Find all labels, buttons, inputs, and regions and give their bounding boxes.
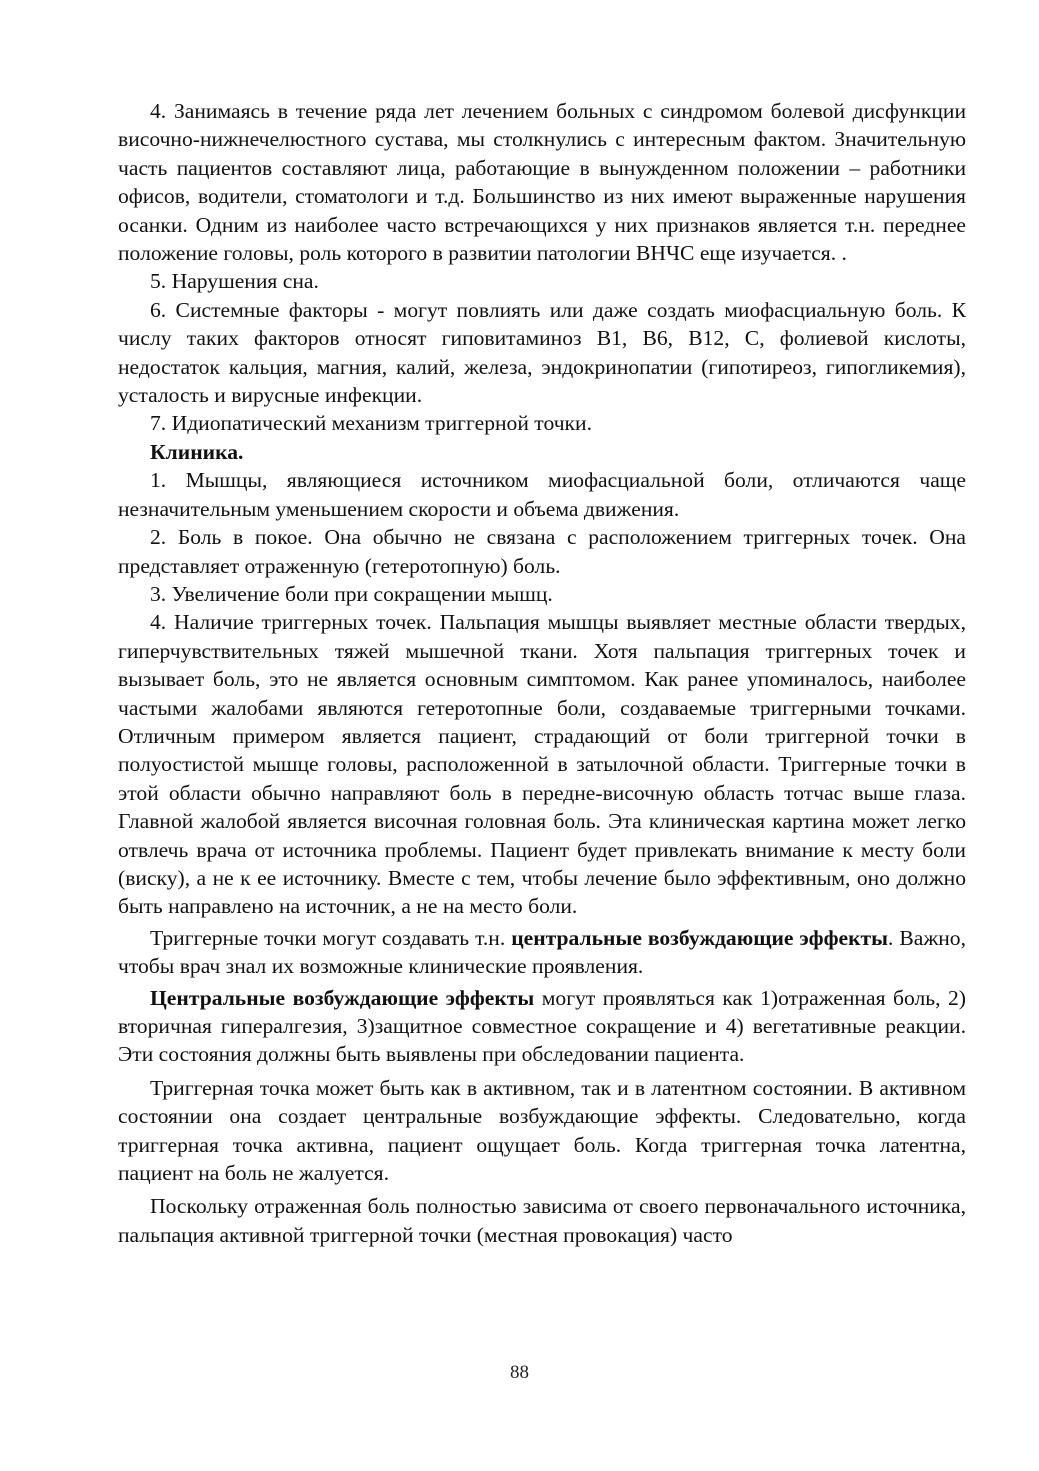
bold-term: центральные возбуждающие эффекты: [511, 925, 888, 950]
clinic-item-4: 4. Наличие триггерных точек. Пальпация мышцы выявляет местные области твердых, гиперчувствительных тяжей мышечной ткани. Хотя пальпация триггерных точек и вызывает боль, это не является основным симптомом. Как ранее упоминалось, наиболее частыми жалобами являются гетеротопные боли, создаваемые триггерными точками. Отличным примером является пациент, страдающий от боли триггерной точки в полуостистой мышце головы, расположенной в затылочной области. Триггерные точки в этой области обычно направляют боль в передне-височную область тотчас выше глаза. Главной жалобой является височная головная боль. Эта клиническая картина может легко отвлечь врача от источника проблемы. Пациент будет привлекать внимание к месту боли (виску), а не к ее источнику. Вместе с тем, чтобы лечение было эффективным, оно должно быть направлено на источник, а не на место боли.: [118, 610, 966, 919]
clinic-item-3: 3. Увеличение боли при сокращении мышц.: [150, 581, 553, 606]
paragraph-active-latent: Триггерная точка может быть как в активном, так и в латентном состоянии. В активном состоянии она создает центральные возбуждающие эффекты. Следовательно, когда триггерная точка активна, пациент ощущает боль. Когда триггерная точка латентна, пациент на боль не жалуется.: [118, 1075, 966, 1186]
paragraph-item-4: 4. Занимаясь в течение ряда лет лечением больных с синдромом болевой дисфункции височно-нижнечелюстного сустава, мы столкнулись с интересным фактом. Значительную часть пациентов составляют лица, работающие в вынужденном положении – работники офисов, водители, стоматологи и т.д. Большинство из них имеют выраженные нарушения осанки. Одним из наиболее часто встречающихся у них признаков является т.н. переднее положение головы, роль которого в развитии патологии ВНЧС еще изучается. .: [118, 99, 966, 266]
clinic-item-1: 1. Мышцы, являющиеся источником миофасциальной боли, отличаются чаще незначительным уменьшением скорости и объема движения.: [118, 468, 966, 521]
text-run: могут проявляться как 1)отраженная боль, 2) вторичная гипералгезия, 3)защитное совместное сокращение и 4) вегетативные реакции. Эти состояния должны быть выявлены при обследовании пациента.: [118, 985, 966, 1067]
text-run: Триггерные точки могут создавать т.н.: [150, 925, 512, 950]
paragraph-central-effects: [118, 984, 966, 1069]
paragraph-item-5: 5. Нарушения сна.: [150, 269, 319, 294]
paragraph-item-6: 6. Системные факторы - могут повлиять или даже создать миофасциальную боль. К числу таких факторов относят гиповитаминоз В1, В6, В12, С, фолиевой кислоты, недостаток кальция, магния, калий, железа, эндокринопатии (гипотиреоз, гипогликемия), усталость и вирусные инфекции.: [118, 297, 966, 408]
page-number: 88: [510, 1362, 529, 1383]
clinic-item-2: 2. Боль в покое. Она обычно не связана с расположением триггерных точек. Она представляет отраженную (гетеротопную) боль.: [118, 525, 966, 578]
paragraph-referred-pain: Поскольку отраженная боль полностью зависима от своего первоначального источника, пальпация активной триггерной точки (местная провокация) часто: [118, 1194, 966, 1247]
bold-term: Центральные возбуждающие эффекты: [150, 985, 535, 1010]
paragraph-item-7: 7. Идиопатический механизм триггерной точки.: [150, 411, 592, 436]
text-run: . Важно, чтобы врач знал их возможные клинические проявления.: [118, 925, 966, 979]
paragraph-trigger-effects: [118, 924, 966, 981]
document-page: [118, 97, 966, 1249]
section-heading-clinic: Клиника.: [150, 439, 244, 464]
